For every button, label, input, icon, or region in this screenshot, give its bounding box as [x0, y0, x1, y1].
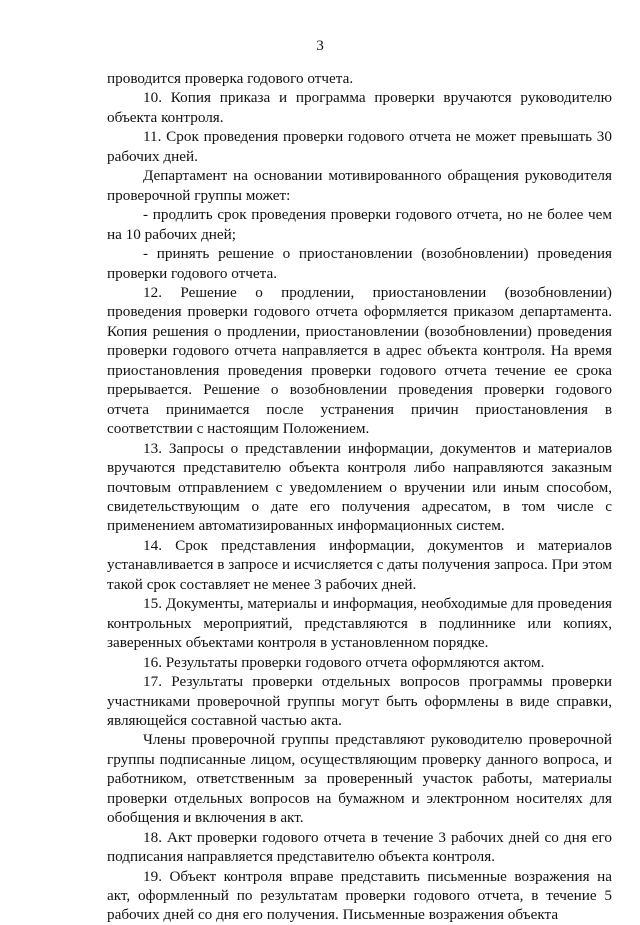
paragraph: 11. Срок проведения проверки годового отчета не может превышать 30 рабочих дней.	[107, 128, 612, 165]
paragraph: 18. Акт проверки годового отчета в течение 3 рабочих дней со дня его подписания направляется представителю объекта контроля.	[107, 828, 612, 866]
paragraph: 16. Результаты проверки годового отчета оформляются актом.	[143, 653, 545, 671]
paragraph: 13. Запросы о представлении информации, документов и материалов вручаются представителю объекта контроля либо направляются заказным почтовым отправлением с уведомлением о вручении или иным способом, свидетельствующим о дате его получения адресатом, в том числе с применением автоматизированных информационных систем.	[107, 439, 612, 535]
paragraph: - принять решение о приостановлении (возобновлении) проведения проверки годового отчета.	[107, 245, 612, 282]
paragraph: Члены проверочной группы представляют руководителю проверочной группы подписанные лицом, осуществляющим проверку данного вопроса, и работником, ответственным за проверенный участок работы, материалы проверки отдельных вопросов на бумажном и электронном носителях для обобщения и включения в акт.	[107, 731, 612, 827]
paragraph: - продлить срок проведения проверки годового отчета, но не более чем на 10 рабочих дней;	[107, 206, 612, 243]
document-body	[107, 69, 612, 925]
page-number: 3	[316, 37, 324, 54]
paragraph: 19. Объект контроля вправе представить письменные возражения на акт, оформленный по результатам проверки годового отчета, в течение 5 рабочих дней со дня его получения. Письменные возражения объекта	[107, 867, 612, 924]
paragraph: 14. Срок представления информации, документов и материалов устанавливается в запросе и исчисляется с даты получения запроса. При этом такой срок составляет не менее 3 рабочих дней.	[107, 536, 612, 593]
paragraph: 10. Копия приказа и программа проверки вручаются руководителю объекта контроля.	[107, 89, 612, 126]
paragraph: 12. Решение о продлении, приостановлении (возобновлении) проведения проверки годового отчета оформляется приказом департамента. Копия решения о продлении, приостановлении (возобновлении) проведения проверки годового отчета направляется в адрес объекта контроля. На время приостановления проведения проверки годового отчета течение ее срока прерывается. Решение о возобновлении проведения проверки годового отчета принимается после устранения причин приостановления в соответствии с настоящим Положением.	[107, 283, 612, 438]
paragraph: 15. Документы, материалы и информация, необходимые для проведения контрольных мероприятий, представляются в подлиннике или копиях, заверенных объектами контроля в установленном порядке.	[107, 595, 612, 652]
paragraph: проводится проверка годового отчета.	[107, 70, 354, 87]
paragraph: 17. Результаты проверки отдельных вопросов программы проверки участниками проверочной группы могут быть оформлены в виде справки, являющейся составной частью акта.	[107, 673, 612, 729]
paragraph: Департамент на основании мотивированного обращения руководителя проверочной группы может:	[107, 167, 612, 204]
